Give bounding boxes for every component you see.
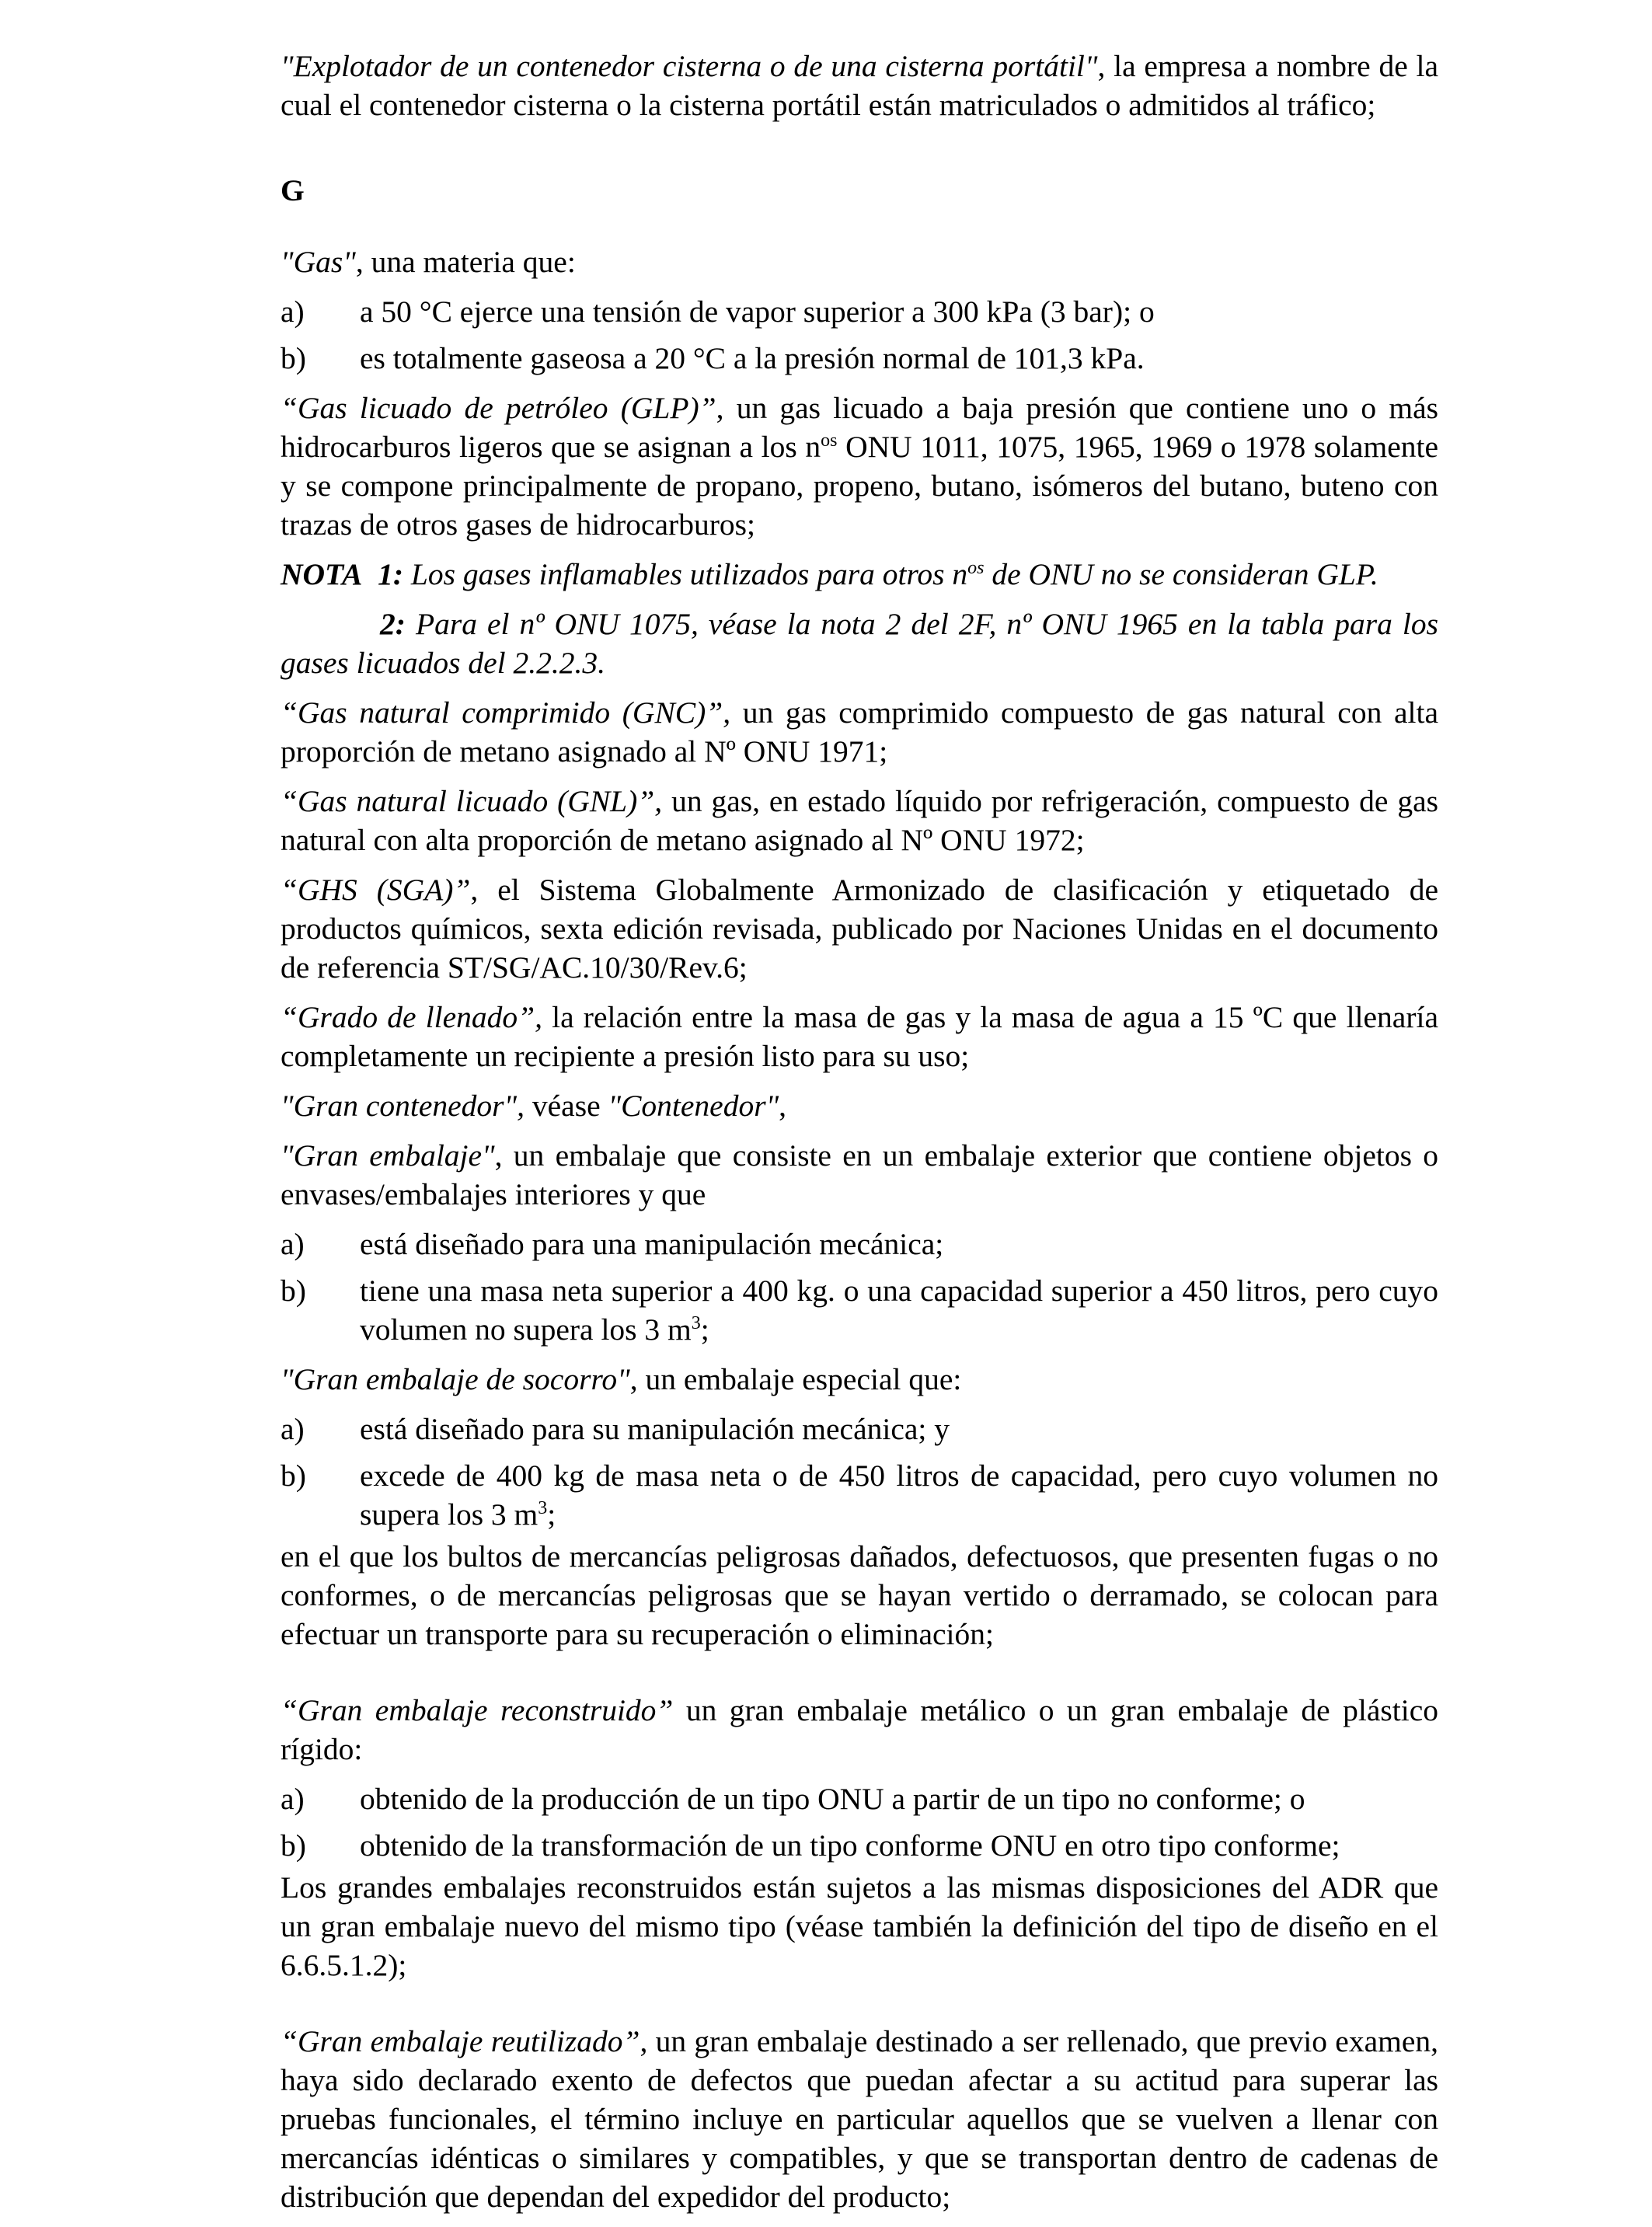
list-text: obtenido de la transformación de un tipo conforme ONU en otro tipo conforme; [360, 1828, 1340, 1863]
document-page [281, 47, 1438, 2227]
list-item [281, 1410, 1438, 1448]
note-label: NOTA [281, 557, 363, 591]
list-marker: b) [281, 341, 306, 375]
socorro-tail: en el que los bultos de mercancías peligrosas dañados, defectuosos, que presenten fugas o no conformes, o de mercancías peligrosas que se hayan vertido o derramado, se colocan para efectuar un transporte para su recuperación o eliminación; [281, 1539, 1438, 1651]
list-item [281, 1271, 1438, 1349]
section-letter: G [281, 173, 305, 207]
note-number: 1: [378, 557, 404, 591]
note-2 [281, 605, 1438, 682]
socorro-list [281, 1410, 1438, 1534]
list-marker: a) [281, 1782, 305, 1816]
superscript: os [821, 430, 838, 451]
definition-text: , un embalaje especial que: [629, 1362, 962, 1396]
list-item [281, 1456, 1438, 1534]
list-marker: a) [281, 1412, 305, 1446]
term: “Gran embalaje reconstruido” [281, 1693, 674, 1727]
list-text: es totalmente gaseosa a 20 °C a la presión normal de 101,3 kPa. [360, 341, 1145, 375]
definition-gran-embalaje [281, 1136, 1438, 1214]
definition-text: , [779, 1089, 787, 1123]
term: "Gran embalaje" [281, 1138, 495, 1173]
list-text: obtenido de la producción de un tipo ONU a partir de un tipo no conforme; o [360, 1782, 1305, 1816]
list-item [281, 1225, 1438, 1263]
term: "Gran embalaje de socorro" [281, 1362, 630, 1396]
definition-explotador [281, 47, 1438, 124]
term: “Gas natural comprimido (GNC)”, [281, 695, 731, 730]
note-1 [281, 555, 1438, 594]
gas-list [281, 292, 1438, 378]
term: "Explotador de un contenedor cisterna o de una cisterna portátil" [281, 49, 1098, 83]
definition-text: véase [525, 1089, 608, 1123]
definition-gnl [281, 782, 1438, 859]
list-marker: b) [281, 1274, 306, 1308]
term: “Gas natural licuado (GNL)”, [281, 784, 663, 818]
list-marker: b) [281, 1828, 306, 1863]
list-marker: b) [281, 1459, 306, 1493]
term: “Gran embalaje reutilizado” [281, 2024, 640, 2058]
definition-gran-contenedor [281, 1086, 1438, 1125]
list-marker: a) [281, 1227, 305, 1261]
superscript: 3 [691, 1313, 701, 1333]
definition-text: , un embalaje que consiste en un embalaje exterior que contiene objetos o envases/embalajes interiores y que [281, 1138, 1438, 1211]
list-text-wrap [360, 1456, 1438, 1534]
definition-gas [281, 242, 1438, 281]
list-item [281, 292, 1438, 331]
definition-text: , una materia que: [355, 245, 576, 279]
definition-text: un gran embalaje metálico o un gran embalaje de plástico rígido: [281, 1693, 1438, 1766]
definition-grado [281, 998, 1438, 1075]
definition-text: , el Sistema Globalmente Armonizado de clasificación y etiquetado de productos químicos, sexta edición revisada, publicado por Naciones Unidas en el documento de referencia ST/SG/AC.10/30/Rev.6; [281, 873, 1438, 985]
superscript: os [967, 558, 985, 578]
reconstruido-tail: Los grandes embalajes reconstruidos están sujetos a las mismas disposiciones del ADR que un gran embalaje nuevo del mismo tipo (véase también la definición del tipo de diseño en el 6.6.5.1.2); [281, 1870, 1438, 1982]
list-item [281, 1779, 1438, 1818]
term: "Gas" [281, 245, 356, 279]
definition-glp [281, 389, 1438, 544]
list-text: está diseñado para su manipulación mecánica; y [360, 1412, 950, 1446]
definition-text: , un gran embalaje destinado a ser rellenado, que previo examen, haya sido declarado exento de defectos que puedan afectar a su actitud para superar las pruebas funcionales, el término incluye en particular aquellos que se vuelven a llenar con mercancías idénticas o similares y compatibles, y que se transportan dentro de cadenas de distribución que dependan del expedidor del producto; [281, 2024, 1438, 2214]
term: “Gas licuado de petróleo (GLP)” [281, 391, 716, 425]
list-item [281, 1826, 1438, 1865]
note-text: Los gases inflamables utilizados para otros n [403, 557, 968, 591]
term: “Grado de llenado”, [281, 1000, 543, 1034]
definition-reutilizado [281, 2022, 1438, 2216]
definition-socorro [281, 1360, 1438, 1399]
note-number: 2: [380, 607, 406, 641]
definition-text: un gas, en estado líquido por refrigeración, compuesto de gas natural con alta proporción de metano asignado al Nº ONU 1972; [281, 784, 1438, 857]
list-text: está diseñado para una manipulación mecánica; [360, 1227, 944, 1261]
definition-reconstruido [281, 1691, 1438, 1769]
superscript: 3 [538, 1498, 548, 1518]
definition-text: un gas comprimido compuesto de gas natural con alta proporción de metano asignado al Nº ONU 1971; [281, 695, 1438, 768]
definition-text: ONU 1011, 1075, 1965, 1969 o 1978 solamente y se compone principalmente de propano, propeno, butano, isómeros del butano, buteno con trazas de otros gases de hidrocarburos; [281, 430, 1438, 542]
definition-text: la relación entre la masa de gas y la masa de agua a 15 ºC que llenaría completamente un recipiente a presión listo para su uso; [281, 1000, 1438, 1073]
cross-reference: "Contenedor" [608, 1089, 779, 1123]
list-text: excede de 400 kg de masa neta o de 450 litros de capacidad, pero cuyo volumen no supera los 3 m [360, 1459, 1438, 1532]
list-item [281, 339, 1438, 378]
list-text-end: ; [700, 1312, 709, 1347]
note-text: Para el nº ONU 1075, véase la nota 2 del 2F, nº ONU 1965 en la tabla para los gases licuados del 2.2.2.3. [281, 607, 1438, 680]
list-text-end: ; [547, 1497, 556, 1532]
definition-ghs [281, 870, 1438, 987]
list-text-wrap [360, 1271, 1438, 1349]
list-text: tiene una masa neta superior a 400 kg. o una capacidad superior a 450 litros, pero cuyo volumen no supera los 3 m [360, 1274, 1438, 1347]
gran-embalaje-list [281, 1225, 1438, 1349]
term: “GHS (SGA)” [281, 873, 471, 907]
note-text: de ONU no se consideran GLP. [984, 557, 1378, 591]
list-text: a 50 °C ejerce una tensión de vapor superior a 300 kPa (3 bar); o [360, 294, 1155, 329]
term: "Gran contenedor", [281, 1089, 525, 1123]
definition-text: , un gas licuado a baja presión que contiene uno o más hidrocarburos ligeros que se asignan a los n [281, 391, 1438, 464]
definition-gnc [281, 693, 1438, 771]
list-marker: a) [281, 294, 305, 329]
reconstruido-list [281, 1779, 1438, 1865]
definition-text: , la empresa a nombre de la cual el contenedor cisterna o la cisterna portátil están matriculados o admitidos al tráfico; [281, 49, 1438, 122]
